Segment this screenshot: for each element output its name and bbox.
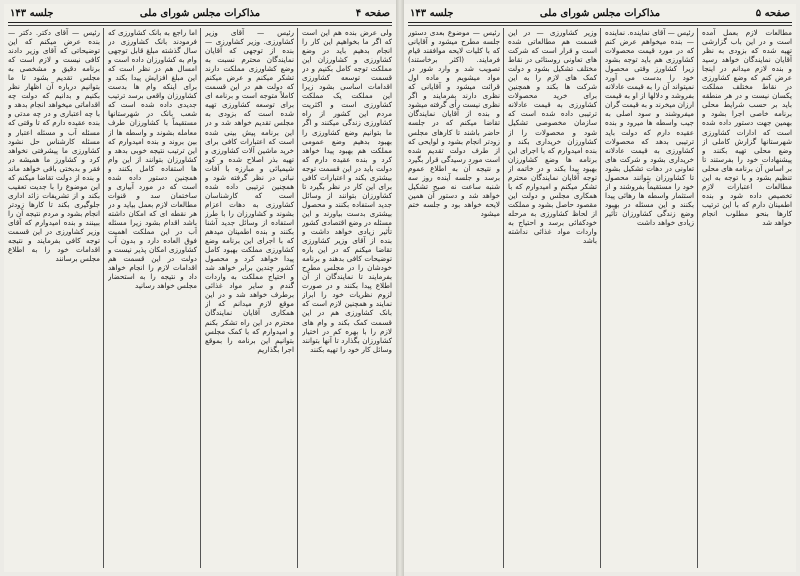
column-divider	[103, 28, 104, 568]
left-column-3-text: اما راجع به بانک کشاورزی که فرمودند بانک کشاورزی در سال گذشته مبلغ قابل توجهی وام به کشاورزان داده است و امسال هم در نظر است که این مبلغ افزایش پیدا بکند و برای اینکه وام ها بدست کشاورزان واقعی برسد ترتیب جدیدی داده شده است که شعب بانک در شهرستانها مستقیماً با کشاورزان طرف معامله بشوند و واسطه ها از بین بروند و بنده امیدوارم که این ترتیب نتیجه خوبی بدهد و کشاورزان بتوانند از این وام ها استفاده کامل بکنند و همچنین دستور داده شده است که در مورد آبیاری و ساختمان سد و قنوات مطالعات لازم بعمل بیاید و در هر نقطه ای که امکان داشته باشد اقدام بشود زیرا مسئله آب در این مملکت اهمیت فوق العاده دارد و بدون آب کشاورزی امکان پذیر نیست و دولت در این قسمت هم اقدامات لازم را انجام خواهد داد و نتیجه را به استحضار مجلس خواهد رسانید	[108, 28, 197, 291]
right-column-3	[508, 28, 597, 568]
right-column-1-text: مطالعات لازم بعمل آمده است و در این باب گزارشی تهیه شده که بزودی به نظر آقایان نمایندگان خواهد رسید و بنده لازم میدانم در اینجا عرض کنم که وضع کشاورزی در نقاط مختلف مملکت یکسان نیست و در هر منطقه باید بر حسب شرایط محلی برنامه خاصی اجرا بشود و بهمین جهت دستور داده شده است که ادارات کشاورزی شهرستانها گزارش کاملی از وضع محلی تهیه بکنند و پیشنهادات خود را بفرستند تا بر اساس آن برنامه های محلی تنظیم بشود و با توجه به این مطالعات اعتبارات لازم تخصیص داده شود و بنده اطمینان دارم که با این ترتیب کارها بنحو مطلوب انجام خواهد شد	[702, 28, 792, 227]
left-column-1-text: ولی عرض بنده هم این است که اگر ما بخواهیم این کار را انجام بدهیم باید در وضع کشاورزی و کشاورزان این مملکت توجه کامل بکنیم و در قسمت توسعه کشاورزی اقدامات اساسی بشود زیرا این مملکت یک مملکت کشاورزی است و اکثریت مردم این کشور از راه کشاورزی زندگی میکنند و اگر ما بتوانیم وضع کشاورزی را بهبود بدهیم وضع عمومی مملکت هم بهبود پیدا خواهد کرد و بنده عقیده دارم که دولت باید در این قسمت توجه بیشتری بکند و اعتبارات کافی برای این کار در نظر بگیرد تا کشاورزان بتوانند از وسائل جدید استفاده بکنند و محصول بیشتری بدست بیاورند و این مسئله در وضع اقتصادی کشور تأثیر زیادی خواهد داشت و بنده از آقای وزیر کشاورزی تقاضا میکنم که در این باره توضیحات کافی بدهند و برنامه خودشان را در مجلس مطرح بفرمایند تا نمایندگان از آن اطلاع پیدا بکنند و در صورت لزوم نظریات خود را ابراز نمایند و همچنین لازم است که بانک کشاورزی هم در این قسمت کمک بکند و وام های لازم را با بهره کم در اختیار کشاورزان بگذارد تا آنها بتوانند وسائل کار خود را تهیه بکنند	[302, 28, 392, 354]
right-page	[404, 4, 796, 572]
right-column-2	[605, 28, 694, 568]
column-divider	[697, 28, 698, 568]
column-divider	[200, 28, 201, 568]
right-page-header	[408, 6, 792, 22]
left-page-header	[8, 6, 392, 22]
left-column-4-text: رئیس — آقای دکتر. دکتر — بنده عرض میکنم که این توضیحاتی که آقای وزیر دادند کافی نیست و لازم است که برنامه دقیق و مشخصی به مجلس تقدیم بشود تا ما بتوانیم درباره آن اظهار نظر بکنیم و بدانیم که دولت چه اقداماتی میخواهد انجام بدهد و با چه اعتباری و در چه مدتی و بنده عقیده دارم که تا وقتی که مسئله آب و مسئله اعتبار و مسئله کارشناس حل نشود کشاورزی ما پیشرفتی نخواهد کرد و کشاورز ما همیشه در فقر و بدبختی باقی خواهد ماند و بنده از دولت تقاضا میکنم که این موضوع را با جدیت تعقیب بکند و از تشریفات زائد اداری جلوگیری بکند تا کارها زودتر انجام بشود و مردم نتیجه آن را ببینند و بنده امیدوارم که آقای وزیر کشاورزی در این قسمت توجه کافی بفرمایند و نتیجه اقدامات خود را به اطلاع مجلس برسانند	[8, 28, 100, 264]
left-session-label: جلسه ۱۴۳	[10, 8, 54, 19]
page-gutter	[396, 0, 404, 576]
left-column-2-text: رئیس — آقای وزیر کشاورزی. وزیر کشاورزی — بنده از توجهی که آقایان نمایندگان محترم نسبت به وضع کشاورزی مملکت دارند تشکر میکنم و عرض میکنم که دولت هم در این قسمت کاملاً متوجه است و برنامه ای برای توسعه کشاورزی تهیه شده است که بزودی به مجلس تقدیم خواهد شد و در این برنامه پیش بینی شده است که اعتبارات کافی برای خرید ماشین آلات کشاورزی و تهیه بذر اصلاح شده و کود شیمیائی و مبارزه با آفات نباتی در نظر گرفته شود و همچنین ترتیبی داده شده است که کارشناسان کشاورزی به دهات اعزام بشوند و کشاورزان را با طرز استفاده از وسائل جدید آشنا بکنند و بنده اطمینان میدهم که با اجرای این برنامه وضع کشاورزی مملکت بهبود کامل پیدا خواهد کرد و محصول کشور چندین برابر خواهد شد و احتیاج مملکت به واردات گندم و سایر مواد غذائی برطرف خواهد شد و در این موقع لازم میدانم که از همکاری آقایان نمایندگان محترم در این راه تشکر بکنم و امیدوارم که با کمک مجلس بتوانیم این برنامه را بموقع اجرا بگذاریم	[205, 28, 294, 354]
right-header-rule	[408, 22, 792, 23]
right-column-1	[702, 28, 792, 568]
left-column-4	[8, 28, 100, 568]
left-page	[4, 4, 396, 572]
left-page-number: صفحه ۴	[355, 8, 390, 19]
right-column-4-text: رئیس — موضوع بعدی دستور جلسه مطرح میشود و آقایانی که با کلیات لایحه موافقند قیام فرمایند. (اکثر برخاستند) تصویب شد و وارد شور در مواد میشویم و ماده اول قرائت میشود و آقایانی که نظری دارند بفرمایند و اگر نظری نیست رأی گرفته میشود و بنده از آقایان نمایندگان تقاضا میکنم که در جلسه حاضر باشند تا کارهای مجلس زودتر انجام بشود و لوایحی که از طرف دولت تقدیم شده است مورد رسیدگی قرار بگیرد و نتیجه آن به اطلاع عموم برسد و جلسه آینده روز سه شنبه ساعت نه صبح تشکیل خواهد شد و دستور آن همین لایحه خواهد بود و جلسه ختم میشود	[408, 28, 500, 218]
left-page-title: مذاکرات مجلس شورای ملی	[139, 8, 261, 19]
left-header-rule	[8, 22, 392, 23]
left-column-3	[108, 28, 197, 568]
right-header-rule-thin	[408, 25, 792, 26]
right-page-number: صفحه ۵	[755, 8, 790, 19]
column-divider	[600, 28, 601, 568]
right-column-3-text: وزیر کشاورزی — در این قسمت هم مطالعاتی شده است و قرار است که شرکت های تعاونی روستائی در نقاط مختلف تشکیل بشود و دولت کمک های لازم را به این شرکت ها بکند و همچنین برای خرید محصولات کشاورزی به قیمت عادلانه ترتیبی داده شده است که سازمان مخصوصی تشکیل شود و محصولات را از کشاورزان خریداری بکند و بنده امیدوارم که با اجرای این برنامه ها وضع کشاورزان بهبود پیدا بکند و در خاتمه از توجه آقایان نمایندگان محترم تشکر میکنم و امیدوارم که با همکاری مجلس و دولت این مقصود حاصل بشود و مملکت از لحاظ کشاورزی به مرحله خودکفائی برسد و احتیاج به واردات مواد غذائی نداشته باشد	[508, 28, 597, 246]
left-column-2	[205, 28, 294, 568]
right-session-label: جلسه ۱۴۳	[410, 8, 454, 19]
right-column-4	[408, 28, 500, 568]
left-columns	[8, 28, 392, 568]
left-header-rule-thin	[8, 25, 392, 26]
right-column-2-text: رئیس — آقای نماینده. نماینده — بنده میخواهم عرض کنم که در مورد قیمت محصولات کشاورزی هم باید توجه بشود زیرا کشاورز وقتی محصول خود را بدست می آورد نمیتواند آن را به قیمت عادلانه بفروشد و دلالها از او به قیمت ارزان میخرند و به قیمت گران میفروشند و سود اصلی به جیب واسطه ها میرود و بنده عقیده دارم که دولت باید ترتیبی بدهد که محصولات کشاورزی به قیمت عادلانه خریداری بشود و شرکت های تعاونی در دهات تشکیل بشود تا کشاورزان بتوانند محصول خود را مستقیماً بفروشند و از استثمار واسطه ها رهائی پیدا بکنند و این مسئله در بهبود وضع زندگی کشاورزان تأثیر زیادی خواهد داشت	[605, 28, 694, 227]
right-columns	[408, 28, 792, 568]
right-page-title: مذاکرات مجلس شورای ملی	[539, 8, 661, 19]
left-column-1	[302, 28, 392, 568]
column-divider	[297, 28, 298, 568]
column-divider	[503, 28, 504, 568]
